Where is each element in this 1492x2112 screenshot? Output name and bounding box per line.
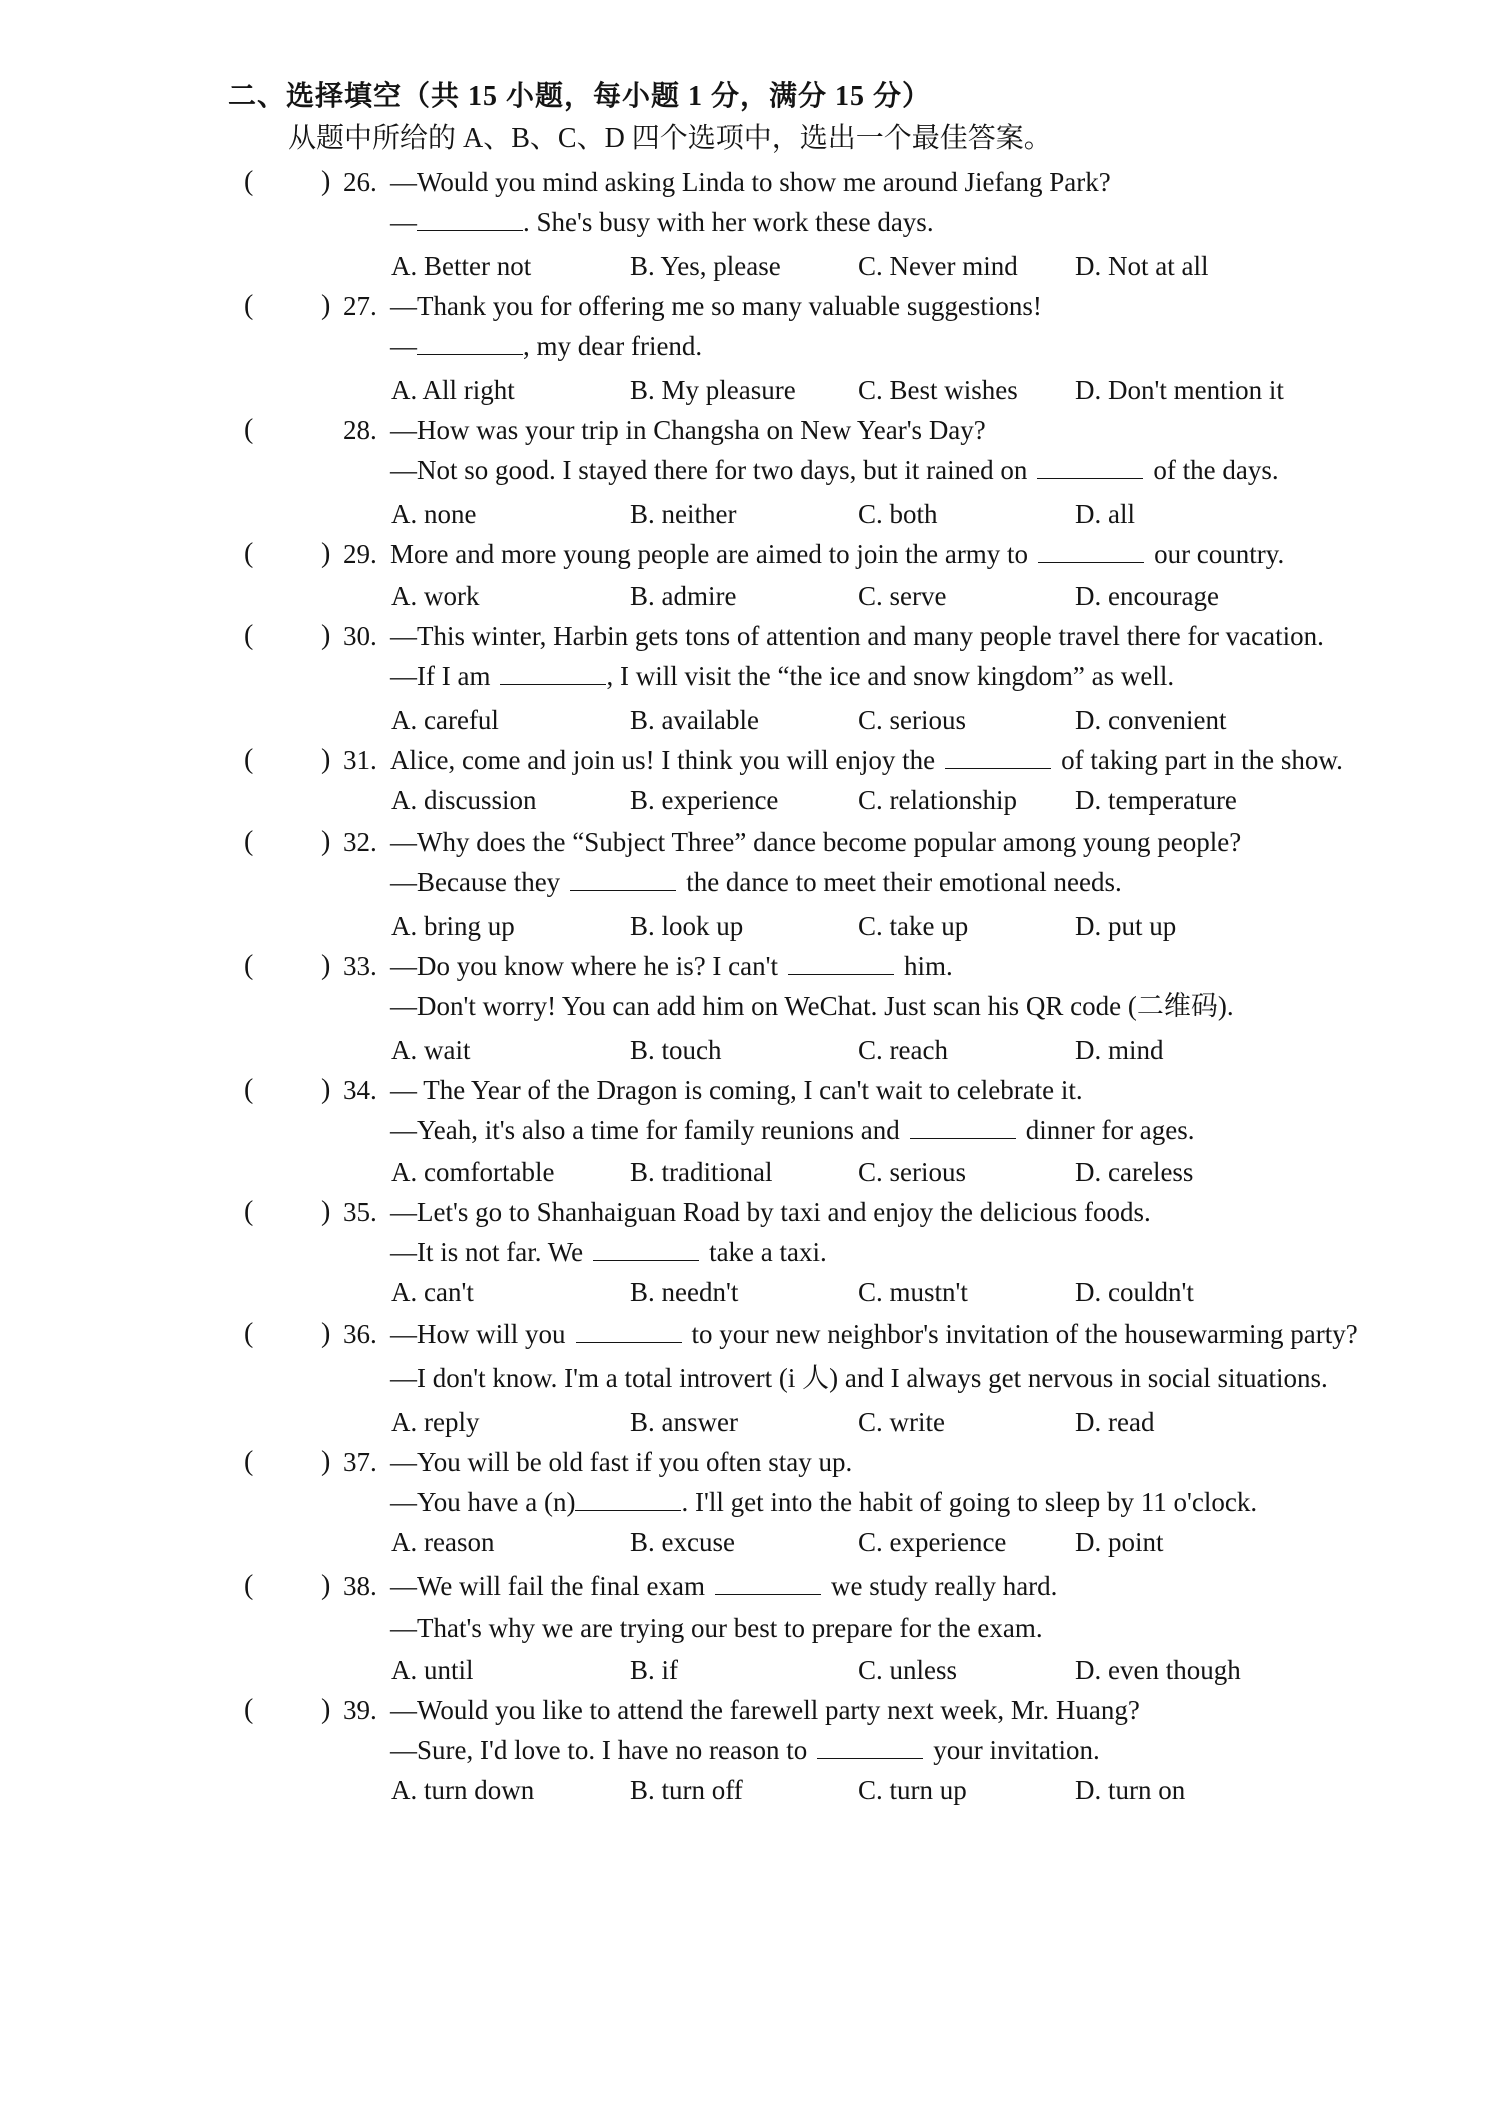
option-b: B. look up [630,911,744,941]
stem-text: —This winter, Harbin gets tons of attention and many people travel there for vacation. [390,621,1324,651]
question-number: 29. [343,539,377,569]
answer-paren-close: ) [321,290,331,321]
stem-text: —Thank you for offering me so many valuable suggestions! [390,291,1042,321]
stem-text: , I will visit the “the ice and snow kingdom” as well. [606,661,1175,691]
option-b: B. Yes, please [630,251,781,281]
stem-text: we study really hard. [830,1571,1058,1601]
stem-text: —Do you know where he is? I can't [390,951,779,981]
option-c: C. mustn't [858,1277,968,1307]
option-c: C. reach [858,1035,948,1065]
option-b: B. admire [630,581,737,611]
question-number: 30. [343,621,377,651]
answer-paren-open: ( [244,744,254,775]
option-b: B. excuse [630,1527,735,1557]
stem-text: — [390,207,417,237]
answer-paren-open: ( [244,620,254,651]
question-stem [390,162,1111,202]
question-stem [390,1690,1140,1730]
option-c: C. take up [858,911,969,941]
answer-paren-open: ( [244,414,254,445]
option-c: C. serve [858,581,947,611]
stem-text: —Why does the “Subject Three” dance become popular among young people? [390,827,1242,857]
answer-blank [500,658,606,685]
question-number: 31. [343,745,377,775]
stem-text: —It is not far. We [390,1237,584,1267]
question-stem [390,822,1241,862]
stem-text: take a taxi. [709,1237,827,1267]
question-response [390,656,1174,696]
option-a: A. can't [391,1277,474,1307]
option-b: B. if [630,1655,679,1685]
stem-text: More and more young people are aimed to join the army to [390,539,1029,569]
question-stem [390,740,1343,780]
answer-paren-open: ( [244,538,254,569]
option-c: C. Best wishes [858,375,1018,405]
option-d: D. turn on [1075,1775,1186,1805]
question-response [390,326,702,366]
question-stem [390,1192,1151,1232]
option-a: A. All right [391,375,515,405]
stem-text: —Let's go to Shanhaiguan Road by taxi and enjoy the delicious foods. [390,1197,1151,1227]
question-stem [390,946,953,986]
option-d: D. couldn't [1075,1277,1194,1307]
answer-blank [715,1568,821,1595]
option-b: B. neither [630,499,737,529]
section-instruction: 从题中所给的 A、B、C、D 四个选项中，选出一个最佳答案。 [288,123,1052,154]
answer-blank [593,1234,699,1261]
option-a: A. until [391,1655,474,1685]
question-number: 36. [343,1319,377,1349]
answer-paren-open: ( [244,1196,254,1227]
option-a: A. careful [391,705,499,735]
stem-text: —Because they [390,867,561,897]
answer-paren-close: ) [321,1196,331,1227]
option-c: C. turn up [858,1775,967,1805]
question-number: 39. [343,1695,377,1725]
option-c: C. Never mind [858,251,1018,281]
option-c: C. serious [858,1157,966,1187]
option-d: D. Don't mention it [1075,375,1284,405]
answer-paren-close: ) [321,620,331,651]
question-response [390,986,1234,1026]
question-response [390,862,1122,902]
answer-paren-open: ( [244,290,254,321]
stem-text: of the days. [1153,455,1279,485]
stem-text: Alice, come and join us! I think you will enjoy the [390,745,936,775]
question-number: 35. [343,1197,377,1227]
option-a: A. discussion [391,785,537,815]
option-a: A. bring up [391,911,515,941]
stem-text: —Not so good. I stayed there for two days, but it rained on [390,455,1028,485]
answer-paren-close: ) [321,826,331,857]
option-b: B. traditional [630,1157,773,1187]
answer-paren-open: ( [244,826,254,857]
answer-paren-close: ) [321,744,331,775]
answer-paren-close: ) [321,950,331,981]
question-response [390,202,934,242]
option-b: B. touch [630,1035,722,1065]
question-number: 26. [343,167,377,197]
stem-text: to your new neighbor's invitation of the housewarming party? [691,1319,1358,1349]
answer-blank [1038,536,1144,563]
option-d: D. read [1075,1407,1155,1437]
answer-blank [575,1484,681,1511]
question-number: 37. [343,1447,377,1477]
option-d: D. encourage [1075,581,1219,611]
option-a: A. none [391,499,477,529]
option-b: B. answer [630,1407,738,1437]
option-c: C. both [858,499,938,529]
question-stem [390,1070,1083,1110]
answer-paren-open: ( [244,1318,254,1349]
question-stem [390,1566,1057,1606]
answer-blank [576,1316,682,1343]
option-d: D. point [1075,1527,1164,1557]
answer-paren-close: ) [321,1318,331,1349]
stem-text: — [390,331,417,361]
question-response [390,1232,827,1272]
answer-paren-close: ) [321,1074,331,1105]
option-c: C. unless [858,1655,958,1685]
answer-blank [417,204,523,231]
answer-blank [910,1112,1016,1139]
answer-blank [817,1732,923,1759]
option-b: B. needn't [630,1277,739,1307]
answer-paren-close: ) [321,1694,331,1725]
stem-text: —How will you [390,1319,566,1349]
option-d: D. Not at all [1075,251,1209,281]
question-number: 33. [343,951,377,981]
stem-text: . She's busy with her work these days. [523,207,934,237]
stem-text: —I don't know. I'm a total introvert (i 人) and I always get nervous in social situations. [390,1363,1328,1393]
answer-blank [1037,452,1143,479]
answer-paren-close: ) [321,166,331,197]
question-response [390,1730,1100,1770]
stem-text: —Don't worry! You can add him on WeChat. Just scan his QR code (二维码). [390,991,1234,1021]
question-number: 27. [343,291,377,321]
question-response [390,1482,1257,1522]
option-c: C. experience [858,1527,1007,1557]
option-b: B. turn off [630,1775,743,1805]
stem-text: of taking part in the show. [1061,745,1343,775]
stem-text: —Would you like to attend the farewell party next week, Mr. Huang? [390,1695,1140,1725]
stem-text: —Would you mind asking Linda to show me around Jiefang Park? [390,167,1111,197]
stem-text: —If I am [390,661,491,691]
answer-blank [570,864,676,891]
answer-blank [788,948,894,975]
question-stem [390,1442,852,1482]
option-a: A. reply [391,1407,480,1437]
option-c: C. write [858,1407,945,1437]
stem-text: —We will fail the final exam [390,1571,705,1601]
question-number: 38. [343,1571,377,1601]
stem-text: —How was your trip in Changsha on New Year's Day? [390,415,986,445]
stem-text: our country. [1154,539,1285,569]
answer-paren-open: ( [244,950,254,981]
question-number: 34. [343,1075,377,1105]
stem-text: —You will be old fast if you often stay up. [390,1447,853,1477]
question-stem [390,286,1042,326]
question-response [390,1358,1328,1398]
stem-text: — The Year of the Dragon is coming, I can't wait to celebrate it. [390,1075,1083,1105]
answer-paren-open: ( [244,1074,254,1105]
question-number: 28. [343,415,377,445]
option-a: A. Better not [391,251,532,281]
answer-paren-open: ( [244,166,254,197]
question-response [390,1608,1043,1648]
option-a: A. work [391,581,480,611]
option-a: A. reason [391,1527,495,1557]
option-d: D. all [1075,499,1135,529]
stem-text: —Yeah, it's also a time for family reunions and [390,1115,900,1145]
option-d: D. put up [1075,911,1177,941]
answer-paren-close: ) [321,1570,331,1601]
section-title: 二、选择填空（共 15 小题，每小题 1 分，满分 15 分） [228,81,932,112]
stem-text: . I'll get into the habit of going to sleep by 11 o'clock. [681,1487,1258,1517]
option-b: B. experience [630,785,779,815]
stem-text: —You have a (n) [390,1487,576,1517]
answer-paren-open: ( [244,1570,254,1601]
answer-paren-close: ) [321,1446,331,1477]
answer-paren-open: ( [244,1694,254,1725]
option-b: B. available [630,705,759,735]
answer-blank [945,742,1051,769]
question-stem [390,410,986,450]
question-response [390,1110,1194,1150]
stem-text: —Sure, I'd love to. I have no reason to [390,1735,808,1765]
option-d: D. even though [1075,1655,1241,1685]
answer-blank [417,328,523,355]
option-a: A. turn down [391,1775,535,1805]
option-d: D. convenient [1075,705,1227,735]
question-stem [390,534,1284,574]
stem-text: him. [904,951,953,981]
question-number: 32. [343,827,377,857]
answer-paren-open: ( [244,1446,254,1477]
stem-text: , my dear friend. [523,331,703,361]
option-a: A. comfortable [391,1157,555,1187]
stem-text: your invitation. [933,1735,1100,1765]
stem-text: —That's why we are trying our best to prepare for the exam. [390,1613,1043,1643]
question-stem [390,1314,1358,1354]
option-a: A. wait [391,1035,471,1065]
option-d: D. mind [1075,1035,1164,1065]
question-stem [390,616,1324,656]
option-c: C. relationship [858,785,1017,815]
option-b: B. My pleasure [630,375,796,405]
question-response [390,450,1279,490]
stem-text: the dance to meet their emotional needs. [686,867,1122,897]
option-d: D. temperature [1075,785,1237,815]
stem-text: dinner for ages. [1025,1115,1195,1145]
option-d: D. careless [1075,1157,1194,1187]
answer-paren-close: ) [321,538,331,569]
option-c: C. serious [858,705,966,735]
